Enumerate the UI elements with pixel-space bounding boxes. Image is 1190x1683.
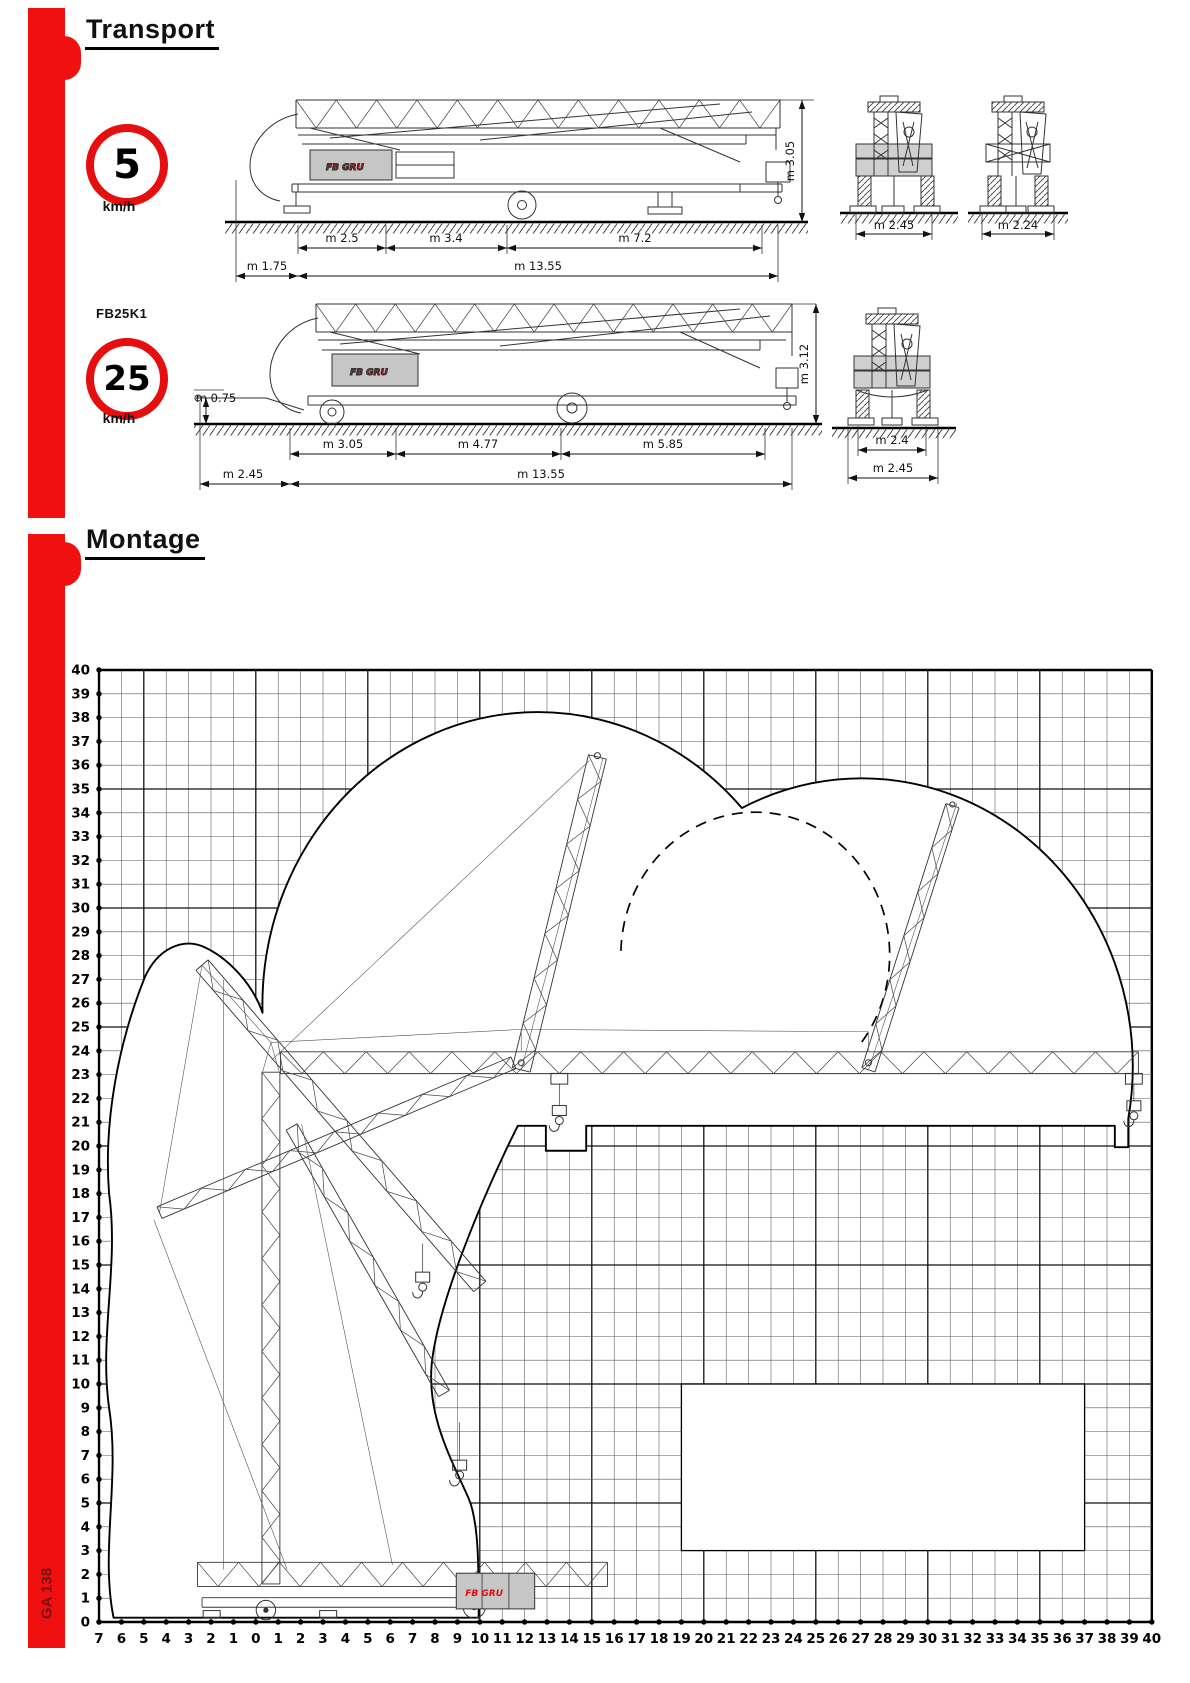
model-label: FB25K1 (96, 306, 148, 321)
x-axis-label: 25 (806, 1631, 826, 1647)
transport-drawing-25kmh (180, 298, 1100, 510)
y-axis-label: 28 (71, 948, 90, 965)
x-axis-label: 36 (1052, 1631, 1072, 1647)
x-axis-label: 3 (183, 1631, 194, 1647)
y-axis-label: 36 (71, 757, 90, 774)
y-axis-label: 21 (71, 1114, 90, 1131)
x-axis-label: 34 (1008, 1631, 1027, 1647)
y-axis-label: 26 (71, 995, 90, 1012)
side-bar-pin-icon (64, 542, 81, 586)
dim-label: m 2.5 (325, 231, 359, 245)
dim-label: m 5.85 (642, 437, 684, 451)
y-axis-label: 5 (80, 1495, 90, 1512)
dim-label: m 13.55 (514, 259, 562, 273)
y-axis-label: 35 (71, 781, 90, 798)
speed-limit-25-sign: 25 (86, 338, 168, 420)
x-axis-label: 31 (940, 1631, 960, 1647)
y-axis-label: 24 (71, 1043, 90, 1060)
transport-drawing-5kmh (180, 88, 1100, 294)
blank-load-table-box (681, 1384, 1084, 1551)
x-axis-label: 1 (228, 1631, 239, 1647)
y-axis-label: 17 (71, 1209, 90, 1226)
x-axis-label: 24 (784, 1631, 803, 1647)
y-axis-label: 27 (71, 971, 90, 988)
x-axis-label: 28 (873, 1631, 893, 1647)
dim-label: m 3.05 (783, 140, 797, 182)
dim-label: m 3.4 (429, 231, 463, 245)
side-bar-pin-icon (64, 36, 81, 80)
x-axis-label: 32 (963, 1631, 982, 1647)
x-axis-label: 26 (828, 1631, 848, 1647)
x-axis-label: 4 (161, 1631, 171, 1647)
y-axis-label: 4 (80, 1519, 90, 1536)
x-axis-label: 18 (649, 1631, 669, 1647)
x-axis-label: 38 (1097, 1631, 1117, 1647)
hook-icon (784, 403, 791, 410)
x-axis-label: 10 (470, 1631, 490, 1647)
dim-label: m 3.05 (322, 437, 364, 451)
dim-label: m 2.45 (222, 467, 264, 481)
x-axis-label: 4 (340, 1631, 351, 1647)
section-title-montage: Montage (85, 524, 205, 560)
y-axis-label: 18 (71, 1186, 90, 1203)
y-axis-label: 31 (71, 876, 90, 893)
x-axis-label: 2 (206, 1631, 216, 1647)
dim-label: m 1.75 (246, 259, 288, 273)
dim-label: m 13.55 (517, 467, 565, 481)
y-axis-label: 37 (71, 733, 90, 750)
dim-label: m 7.2 (618, 231, 652, 245)
montage-erection-diagram (50, 600, 1170, 1683)
x-axis-label: 30 (918, 1631, 938, 1647)
document-code: GA 138 (38, 1567, 56, 1620)
y-axis-label: 29 (71, 924, 90, 941)
x-axis-label: 8 (430, 1631, 440, 1647)
x-axis-label: 17 (627, 1631, 646, 1647)
brand-logo: FB GRU (326, 163, 364, 173)
x-axis-label: 22 (739, 1631, 758, 1647)
y-axis-label: 13 (71, 1305, 90, 1322)
x-axis-label: 7 (407, 1631, 418, 1647)
x-axis-label: 21 (716, 1631, 736, 1647)
crane-rear-view-ballasted (840, 96, 958, 224)
y-axis-label: 30 (71, 900, 90, 917)
x-axis-label: 7 (94, 1631, 104, 1647)
y-axis-label: 34 (71, 805, 90, 822)
brand-logo: FB GRU (465, 1588, 504, 1599)
x-axis-label: 40 (1142, 1631, 1162, 1647)
y-axis-label: 19 (71, 1162, 90, 1179)
dim-label: m 2.45 (873, 218, 915, 232)
y-axis-label: 20 (71, 1138, 90, 1155)
x-axis-label: 16 (604, 1631, 624, 1647)
x-axis-label: 14 (560, 1631, 579, 1647)
wheel-icon (518, 201, 527, 210)
crane-rear-view (832, 308, 956, 439)
dim-label: m 4.77 (457, 437, 499, 451)
y-axis-label: 10 (71, 1376, 90, 1393)
speed-unit-label: km/h (102, 410, 136, 426)
crane-side-view-transport (225, 100, 808, 234)
y-axis-label: 23 (71, 1067, 90, 1084)
erection-envelope (106, 712, 1133, 1618)
y-axis-label: 1 (80, 1590, 90, 1607)
x-axis-label: 39 (1120, 1631, 1139, 1647)
x-axis-label: 23 (761, 1631, 781, 1647)
dim-label: m 2.45 (872, 461, 914, 475)
y-axis-label: 14 (71, 1281, 90, 1298)
y-axis-label: 32 (71, 852, 90, 869)
y-axis-label: 38 (71, 710, 90, 727)
x-axis-label: 3 (318, 1631, 328, 1647)
x-axis-label: 27 (851, 1631, 870, 1647)
y-axis-label: 39 (71, 686, 90, 703)
x-axis-label: 2 (295, 1631, 306, 1647)
y-axis-label: 11 (71, 1352, 90, 1369)
hook-icon (775, 197, 782, 204)
y-axis-label: 6 (80, 1471, 90, 1488)
y-axis-label: 7 (80, 1447, 90, 1464)
x-axis-label: 37 (1075, 1631, 1094, 1647)
dim-label: m 2.4 (875, 433, 909, 447)
x-axis-label: 20 (694, 1631, 714, 1647)
y-axis-label: 22 (71, 1090, 90, 1107)
y-axis-label: 0 (80, 1614, 90, 1631)
x-axis-label: 35 (1030, 1631, 1050, 1647)
x-axis-label: 29 (896, 1631, 915, 1647)
crane-side-view-towed (194, 304, 822, 436)
x-axis-label: 33 (985, 1631, 1005, 1647)
y-axis-label: 2 (80, 1566, 90, 1583)
x-axis-label: 12 (515, 1631, 534, 1647)
x-axis-label: 5 (139, 1631, 149, 1647)
dim-label: m 2.24 (997, 218, 1039, 232)
y-axis-label: 25 (71, 1019, 90, 1036)
x-axis-label: 15 (582, 1631, 602, 1647)
y-axis-label: 12 (71, 1328, 90, 1345)
x-axis-label: 19 (672, 1631, 691, 1647)
folded-counterjib-arc (270, 318, 318, 413)
y-axis-label: 15 (71, 1257, 90, 1274)
folded-counterjib-arc (250, 114, 298, 201)
x-axis-label: 5 (363, 1631, 373, 1647)
y-axis-label: 9 (80, 1400, 90, 1417)
y-axis-label: 8 (80, 1424, 90, 1441)
dim-label: m 0.75 (195, 391, 237, 405)
section-title-transport: Transport (85, 14, 219, 50)
x-axis-label: 0 (251, 1631, 261, 1647)
x-axis-label: 6 (116, 1631, 127, 1647)
x-axis-label: 1 (273, 1631, 283, 1647)
x-axis-label: 11 (492, 1631, 512, 1647)
speed-unit-label: km/h (102, 198, 136, 214)
speed-limit-5-sign: 5 (86, 124, 168, 206)
dim-label: m 3.12 (797, 343, 811, 385)
crane-rear-view-bare (968, 96, 1068, 224)
wheel-icon (328, 408, 336, 416)
x-axis-label: 13 (537, 1631, 557, 1647)
y-axis-label: 33 (71, 829, 90, 846)
brand-logo: FB GRU (350, 368, 388, 378)
y-axis-label: 16 (71, 1233, 90, 1250)
y-axis-label: 3 (80, 1543, 90, 1560)
side-bar-top (28, 8, 65, 518)
y-axis-label: 40 (71, 662, 90, 679)
x-axis-label: 9 (452, 1631, 463, 1647)
x-axis-label: 6 (385, 1631, 395, 1647)
